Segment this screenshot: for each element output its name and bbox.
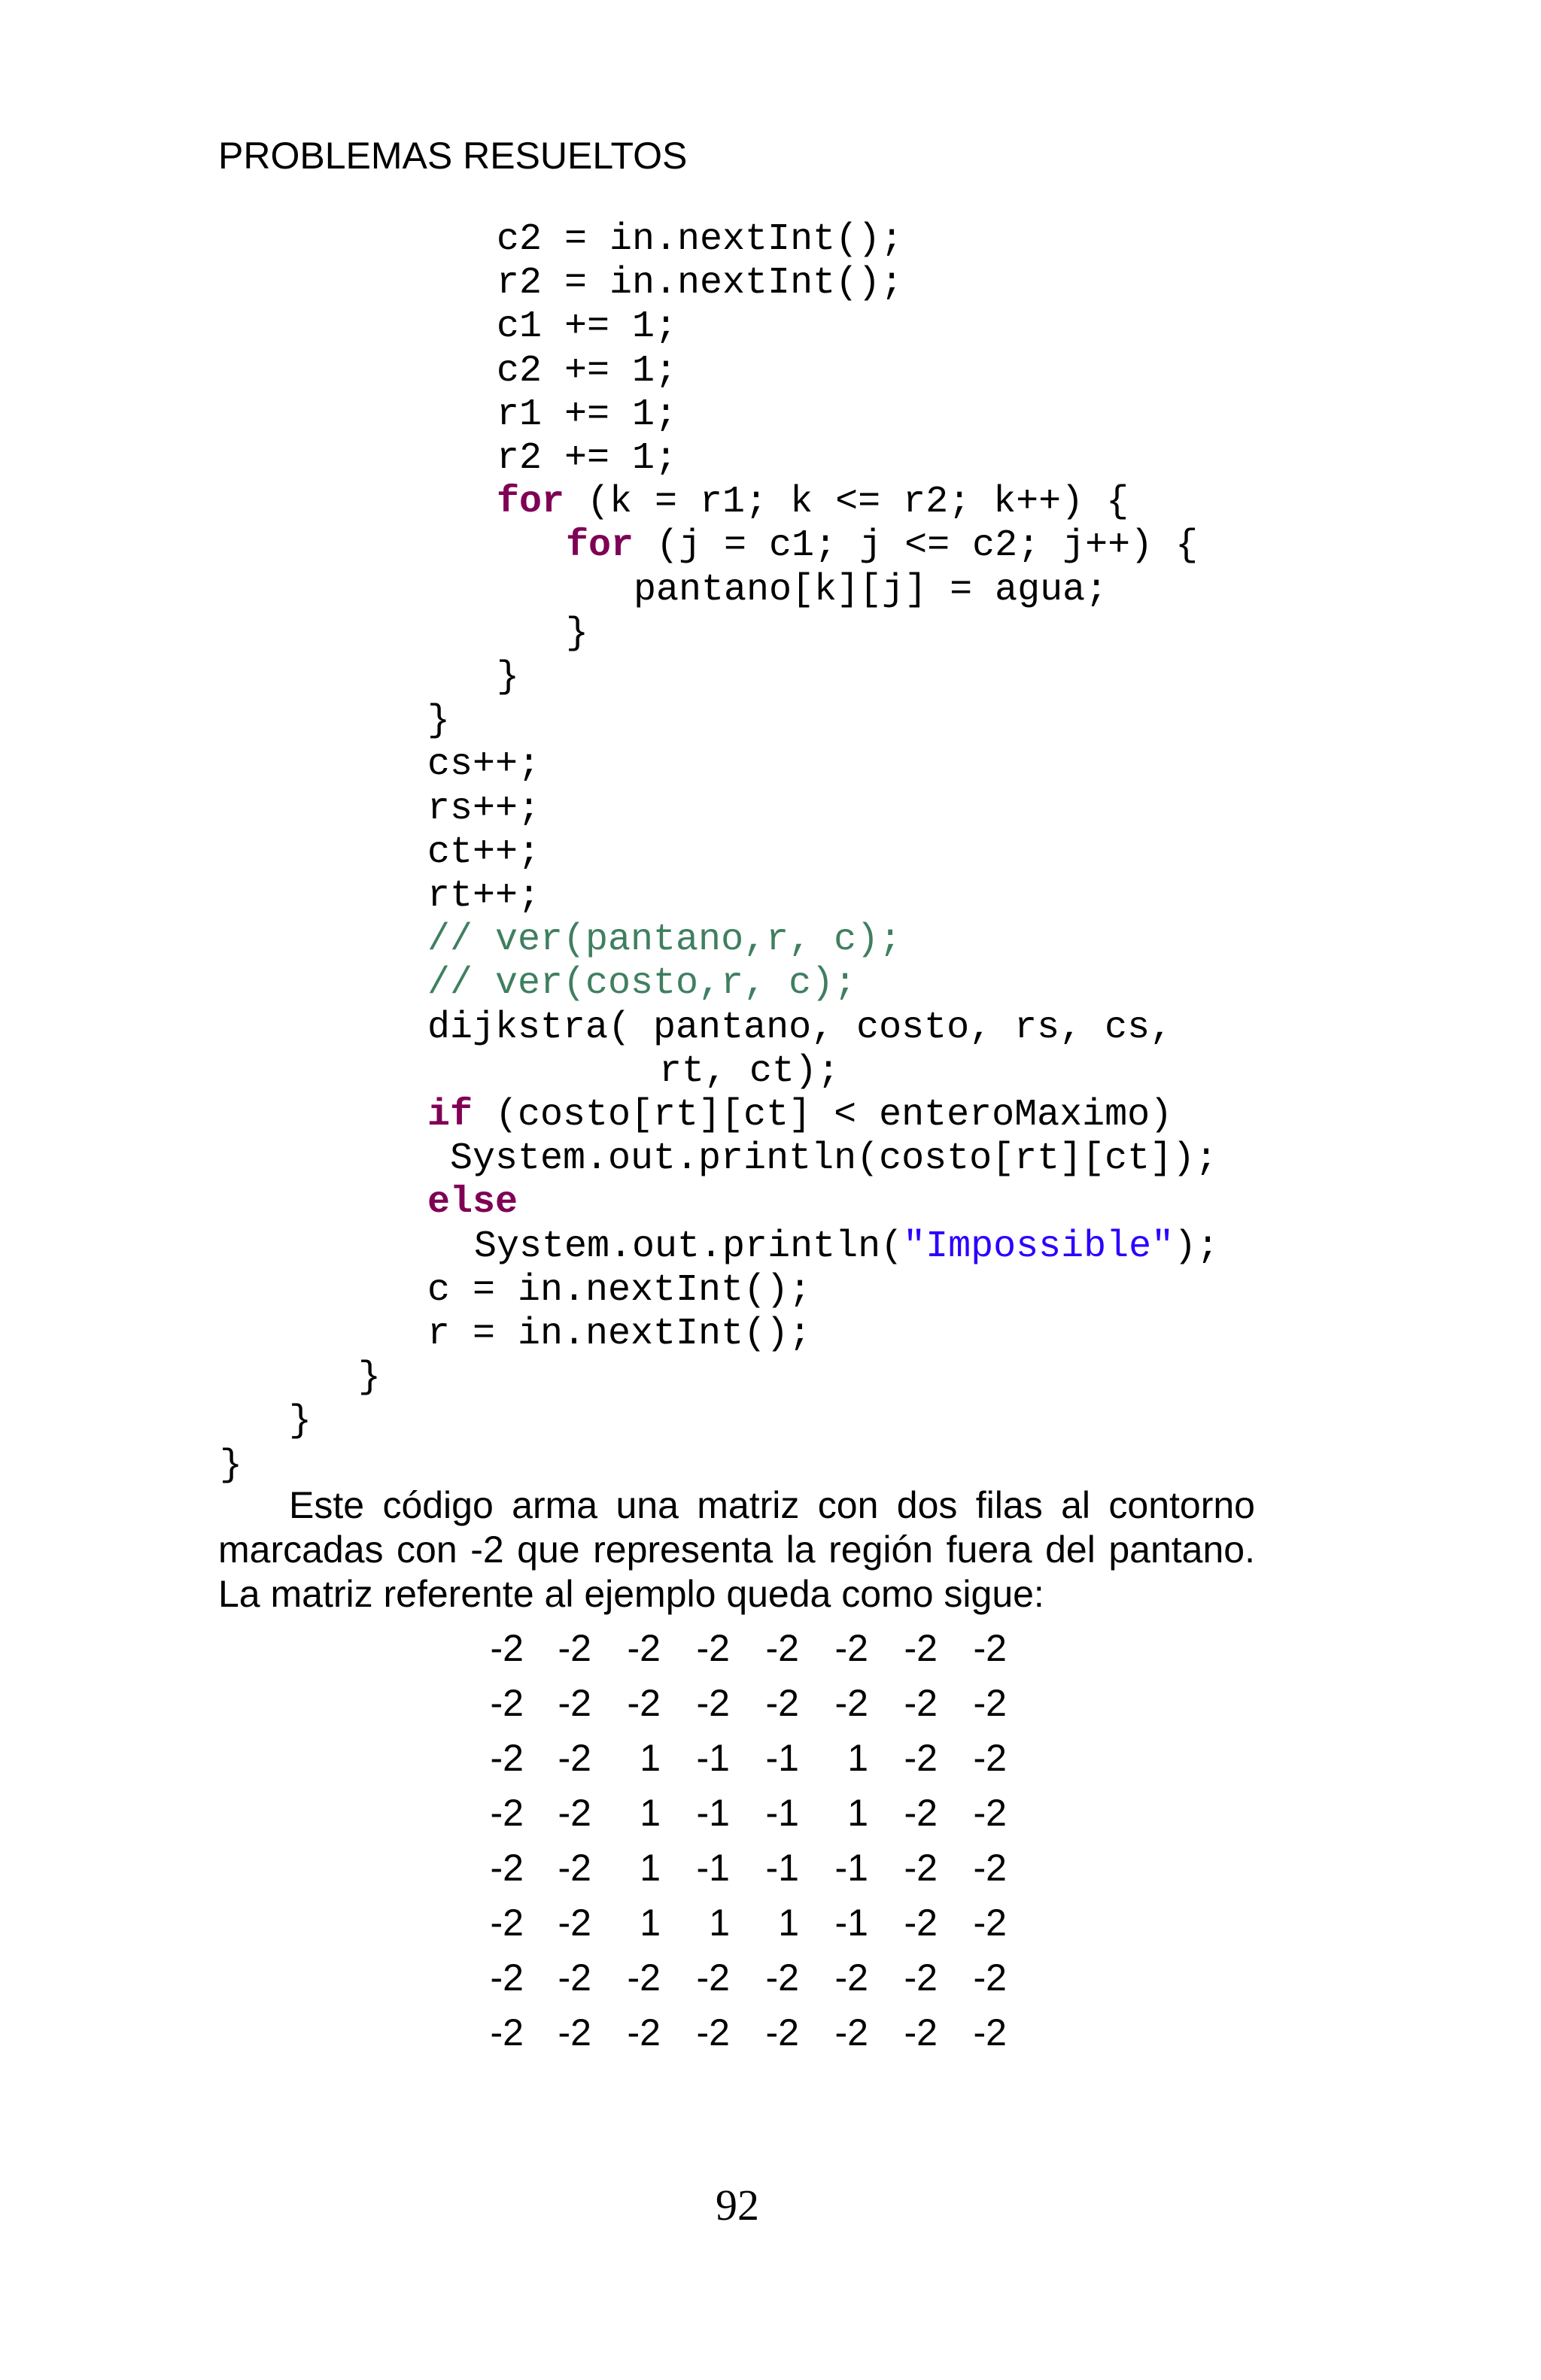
matrix-cell: -2 [558, 2011, 591, 2054]
code-text: (costo[rt][ct] < enteroMaximo) [473, 1094, 1173, 1137]
matrix-cell: -1 [696, 1847, 730, 1889]
code-line [427, 1269, 811, 1313]
code-line [427, 962, 856, 1006]
code-text: r = in.nextInt(); [427, 1313, 812, 1355]
matrix-cell: 1 [640, 1847, 661, 1889]
code-line [497, 262, 903, 305]
code-text: rs++; [427, 787, 541, 830]
running-header: PROBLEMAS RESUELTOS [218, 135, 688, 177]
code-comment: // ver(costo,r, c); [427, 962, 857, 1006]
code-text: } [289, 1400, 312, 1443]
matrix-cell: -2 [627, 1682, 661, 1724]
code-line [497, 481, 1129, 524]
matrix-cell: -1 [765, 1847, 799, 1889]
matrix-cell: -2 [904, 1957, 938, 1999]
matrix-cell: -1 [696, 1792, 730, 1834]
code-text: ); [1174, 1225, 1220, 1268]
matrix-cell: -2 [973, 2011, 1007, 2054]
matrix-cell: -1 [765, 1792, 799, 1834]
code-keyword: for [497, 481, 565, 524]
code-text: pantano[k][j] = agua; [634, 568, 1108, 612]
matrix-cell: -2 [904, 1737, 938, 1779]
matrix-cell: -2 [490, 1957, 524, 1999]
code-line [427, 918, 901, 962]
code-line [427, 743, 540, 787]
code-line [566, 612, 588, 656]
matrix-cell: -2 [834, 1957, 868, 1999]
code-text: } [358, 1356, 381, 1400]
code-text: r1 += 1; [497, 393, 678, 436]
matrix-cell: -2 [696, 2011, 730, 2054]
page-number: 92 [716, 2181, 759, 2230]
matrix-cell: -2 [558, 1957, 591, 1999]
matrix-cell: -1 [696, 1737, 730, 1779]
matrix-cell: -2 [973, 1682, 1007, 1724]
code-keyword: for [566, 524, 634, 568]
body-paragraph: Este código arma una matriz con dos filas al contorno marcadas con -2 que representa la región fuera del pantano. La matriz referente al ejemplo queda como sigue: [218, 1484, 1255, 1615]
matrix-cell: -2 [490, 1737, 524, 1779]
code-text: } [497, 656, 520, 699]
code-line [497, 656, 519, 700]
code-line [497, 393, 677, 437]
code-text: c2 = in.nextInt(); [497, 218, 904, 261]
code-text: } [427, 700, 451, 743]
matrix-cell: 1 [778, 1902, 799, 1944]
matrix-cell: 1 [640, 1792, 661, 1834]
matrix-cell: -2 [627, 2011, 661, 2054]
code-line [427, 1094, 1172, 1137]
code-text: cs++; [427, 743, 541, 787]
matrix-cell: 1 [640, 1902, 661, 1944]
matrix-cell: -2 [765, 2011, 799, 2054]
code-line [427, 1181, 518, 1225]
matrix-cell: -2 [490, 1792, 524, 1834]
matrix-cell: -2 [490, 1627, 524, 1669]
code-text: c2 += 1; [497, 349, 678, 393]
matrix-cell: -1 [834, 1847, 868, 1889]
matrix-cell: -2 [904, 1902, 938, 1944]
matrix-cell: -2 [834, 1682, 868, 1724]
code-text: System.out.println(costo[rt][ct]); [450, 1137, 1218, 1181]
code-text: r2 += 1; [497, 437, 678, 480]
code-line [497, 350, 677, 393]
code-text: } [566, 612, 589, 655]
code-text: } [220, 1443, 243, 1487]
code-keyword: else [427, 1181, 518, 1225]
matrix-cell: -2 [558, 1682, 591, 1724]
code-line [427, 831, 540, 875]
matrix-cell: -2 [904, 1847, 938, 1889]
code-line [497, 218, 903, 262]
matrix-cell: -2 [558, 1792, 591, 1834]
code-line [497, 437, 677, 481]
matrix-cell: -2 [558, 1902, 591, 1944]
matrix-cell: -2 [904, 1792, 938, 1834]
code-string: "Impossible" [903, 1225, 1175, 1268]
code-text: r2 = in.nextInt(); [497, 262, 904, 305]
matrix-cell: -2 [490, 1847, 524, 1889]
matrix-cell: 1 [847, 1737, 868, 1779]
matrix-cell: -2 [904, 1682, 938, 1724]
code-line [427, 788, 540, 831]
code-text: (j = c1; j <= c2; j++) { [634, 524, 1199, 568]
matrix-cell: -2 [696, 1957, 730, 1999]
matrix-cell: -2 [973, 1957, 1007, 1999]
matrix-cell: -2 [904, 1627, 938, 1669]
code-line [427, 1313, 811, 1356]
code-text: ct++; [427, 830, 541, 874]
matrix-cell: 1 [847, 1792, 868, 1834]
matrix-cell: 1 [640, 1737, 661, 1779]
code-line [427, 1006, 1172, 1050]
matrix-cell: -2 [558, 1737, 591, 1779]
code-line [450, 1137, 1217, 1181]
matrix-cell: -2 [834, 2011, 868, 2054]
matrix-cell: -2 [490, 2011, 524, 2054]
code-text: c = in.nextInt(); [427, 1268, 812, 1312]
code-line [427, 875, 540, 918]
matrix-cell: -2 [904, 2011, 938, 2054]
code-line [220, 1444, 242, 1488]
matrix-cell: -2 [973, 1847, 1007, 1889]
code-text: rt, ct); [659, 1049, 840, 1093]
code-text: rt++; [427, 875, 541, 918]
code-line [427, 700, 450, 743]
matrix-cell: -2 [490, 1682, 524, 1724]
code-text: System.out.println( [474, 1225, 904, 1268]
matrix-cell: -2 [765, 1957, 799, 1999]
code-text: (k = r1; k <= r2; k++) { [564, 481, 1129, 524]
code-comment: // ver(pantano,r, c); [427, 918, 902, 962]
matrix-cell: -1 [834, 1902, 868, 1944]
matrix-cell: -2 [490, 1902, 524, 1944]
matrix-cell: -2 [558, 1847, 591, 1889]
matrix-cell: -2 [765, 1627, 799, 1669]
matrix-cell: -2 [973, 1737, 1007, 1779]
matrix-cell: -2 [973, 1792, 1007, 1834]
matrix-cell: -2 [627, 1957, 661, 1999]
code-text: c1 += 1; [497, 305, 678, 349]
code-line [289, 1400, 312, 1443]
matrix-cell: -2 [973, 1902, 1007, 1944]
code-line [634, 569, 1108, 612]
matrix-cell: -2 [696, 1682, 730, 1724]
code-text: dijkstra( pantano, costo, rs, cs, [427, 1006, 1173, 1049]
code-keyword: if [427, 1094, 473, 1137]
code-line [474, 1225, 1219, 1269]
matrix-cell: -2 [973, 1627, 1007, 1669]
matrix-cell: -2 [627, 1627, 661, 1669]
matrix-cell: -2 [834, 1627, 868, 1669]
matrix-cell: -2 [765, 1682, 799, 1724]
matrix-cell: -1 [765, 1737, 799, 1779]
code-line [497, 305, 677, 349]
code-line [659, 1050, 840, 1094]
matrix-cell: 1 [709, 1902, 730, 1944]
matrix-cell: -2 [558, 1627, 591, 1669]
code-line [358, 1356, 381, 1400]
code-line [566, 524, 1198, 568]
matrix-cell: -2 [696, 1627, 730, 1669]
